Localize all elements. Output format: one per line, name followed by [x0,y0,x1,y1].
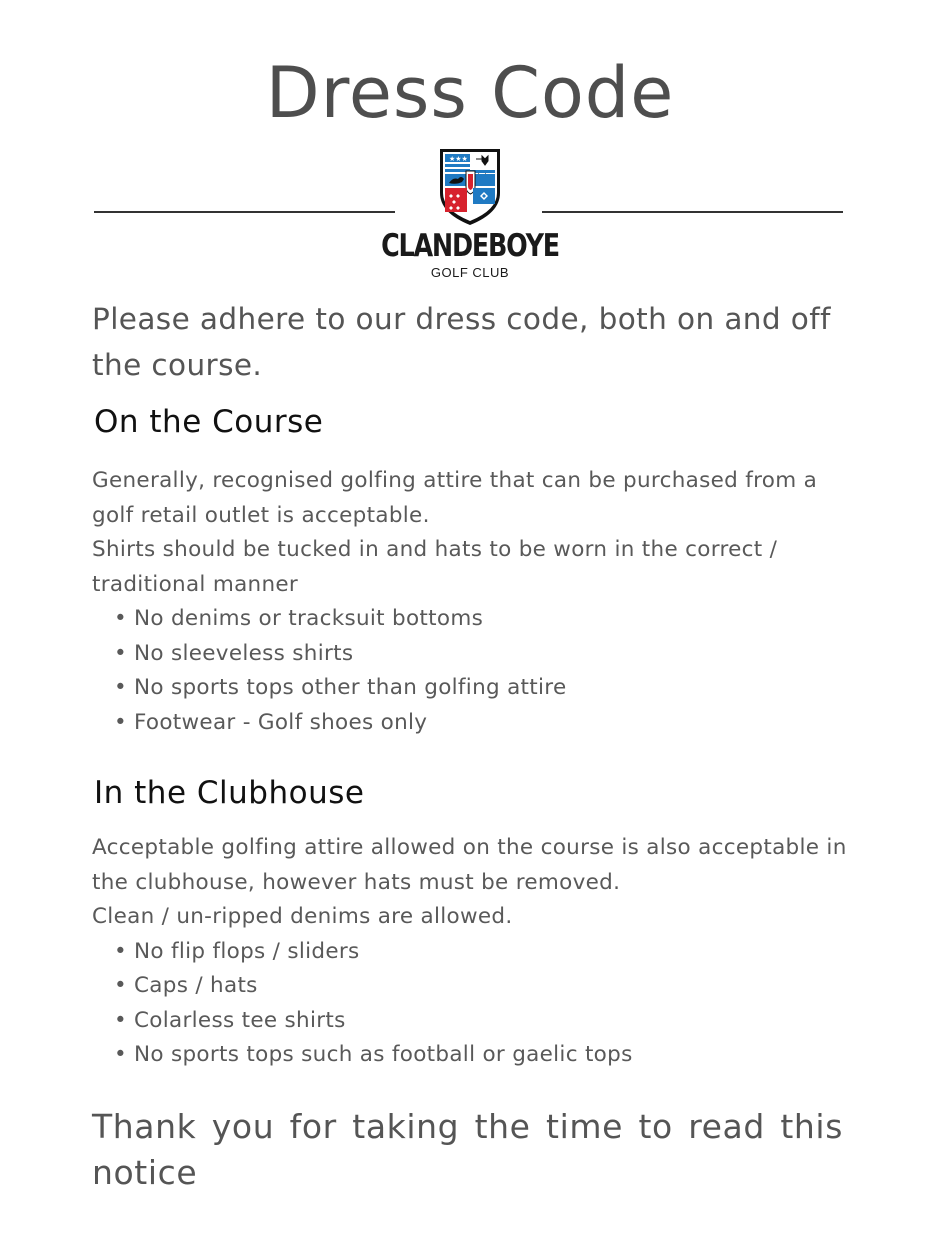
club-crest-logo [438,147,502,227]
clubhouse-rules-list [92,935,862,1073]
intro-text: Please adhere to our dress code, both on and off the course. [92,302,831,382]
club-subtitle: GOLF CLUB [430,265,510,280]
list-item: • No sleeveless shirts [92,637,862,672]
clubhouse-heading: In the Clubhouse [94,775,365,811]
list-item: • No sports tops other than golfing attire [92,671,862,706]
svg-text:★★★: ★★★ [449,155,468,163]
club-name: CLANDEBOYE [381,228,559,264]
on-course-rules-list [92,602,862,740]
divider-right [542,211,843,213]
list-item: • Footwear - Golf shoes only [92,706,862,741]
clubhouse-section [92,831,862,1073]
on-course-section [92,464,862,740]
clubhouse-paragraph-2: Clean / un-ripped denims are allowed. [92,904,513,929]
list-item: • No sports tops such as football or gaelic tops [92,1038,862,1073]
list-item: • Caps / hats [92,969,862,1004]
list-item: • No flip flops / sliders [92,935,862,970]
list-item: • Colarless tee shirts [92,1004,862,1039]
clubhouse-paragraph-1: Acceptable golfing attire allowed on the course is also acceptable in the clubhouse, however hats must be removed. [92,835,847,895]
thank-you-note: Thank you for taking the time to read this notice [92,1107,843,1192]
page-title: Dress Code [265,52,675,134]
on-course-paragraph-2: Shirts should be tucked in and hats to be worn in the correct / traditional manner [92,537,778,597]
list-item: • No denims or tracksuit bottoms [92,602,862,637]
on-course-heading: On the Course [94,404,324,440]
on-course-paragraph-1: Generally, recognised golfing attire that can be purchased from a golf retail outlet is acceptable. [92,468,818,528]
divider-left [94,211,395,213]
